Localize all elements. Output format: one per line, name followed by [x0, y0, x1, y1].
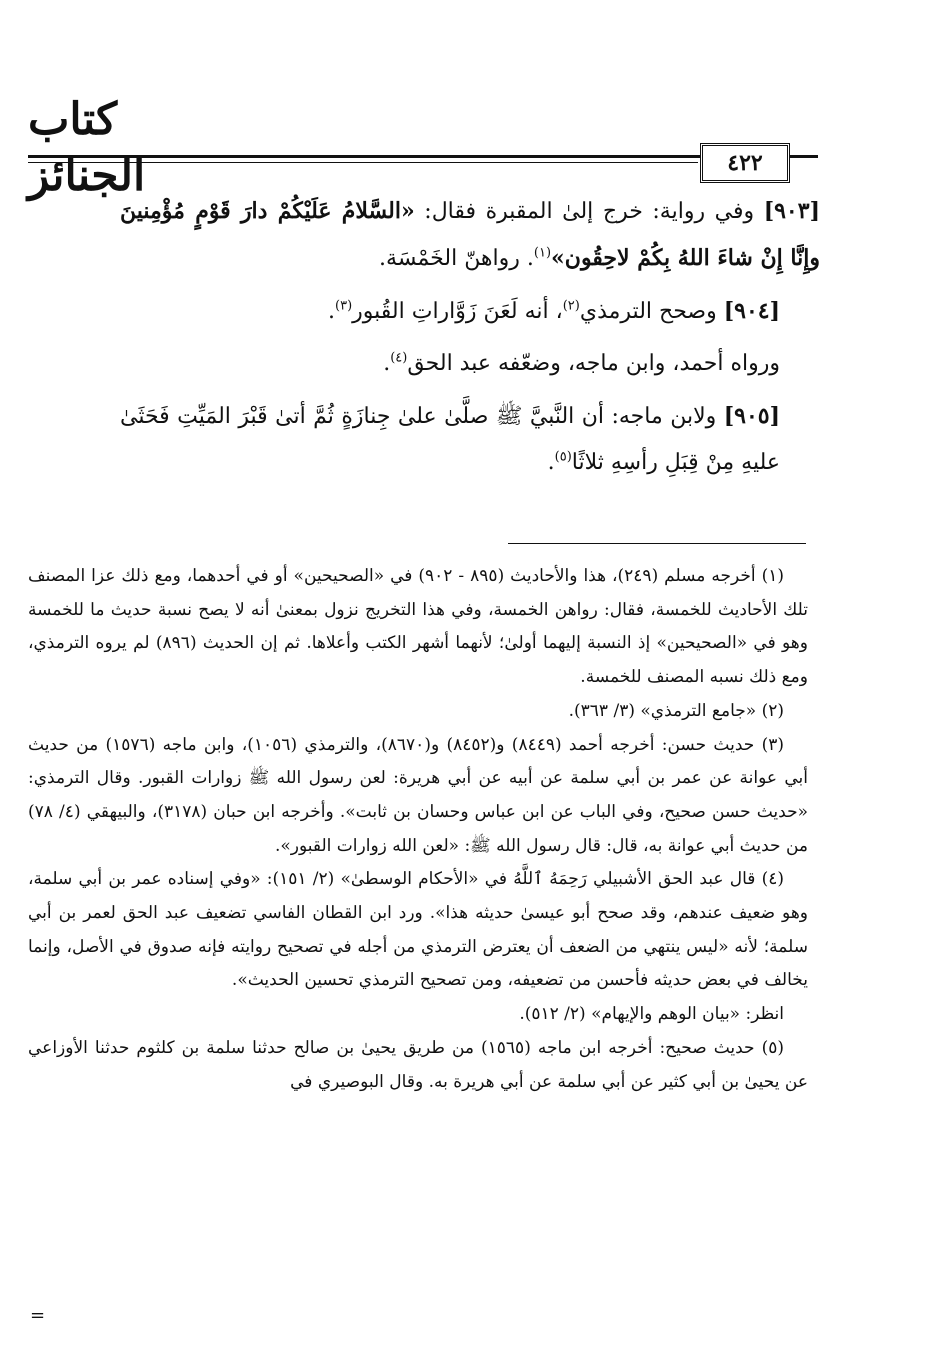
header-rule-thin: [28, 162, 698, 163]
footnote-ref: (٥): [554, 449, 572, 465]
page-number: ٤٢٢: [700, 143, 790, 183]
footnote-ref: (٢): [562, 298, 580, 314]
hadith-904: [120, 288, 820, 335]
hadith-903: [120, 188, 820, 282]
footnote-3: (٣) حديث حسن: أخرجه أحمد (٨٤٤٩) و(٨٤٥٢) و(٨٦٧٠)، والترمذي (١٠٥٦)، وابن ماجه (١٥٧٦) من حديث أبي عوانة عن عمر بن أبي سلمة عن أبيه عن أبي هريرة: لعن رسول الله ﷺ زوارات القبور. وقال الترمذي: «حديث حسن صحيح، وفي الباب عن ابن عباس وحسان بن ثابت». وأخرجه ابن حبان (٣١٧٨)، والبيهقي (٤/ ٧٨) من حديث أبي عوانة به، قال: قال رسول الله ﷺ: «لعن الله زوارات القبور».: [28, 734, 808, 856]
footnote-5: (٥) حديث صحيح: أخرجه ابن ماجه (١٥٦٥) من طريق يحيىٰ بن صالح حدثنا سلمة بن كلثوم حدثنا الأوزاعي عن يحيىٰ بن أبي كثير عن أبي سلمة عن أبي هريرة به. وقال البوصيري في: [28, 1037, 808, 1092]
footnote-4-reference: انظر: «بيان الوهم والإيهام» (٢/ ٥١٢).: [519, 1004, 784, 1025]
hadith-text: وفي رواية: خرج إلىٰ المقبرة فقال:: [414, 199, 764, 224]
footnote-4: (٤) قال عبد الحق الأشبيلي رَحِمَهُ ٱللَّهُ في «الأحكام الوسطىٰ» (٢/ ١٥١): «وفي إسناده عمر بن أبي سلمة، وهو ضعيف عندهم، وقد صحح أبو عيسىٰ حديثه هذا». ورد ابن القطان الفاسي تضعيف عبد الحق لعمر بن أبي سلمة؛ لأنه «ليس ينتهي من الضعف أن يعترض الترمذي من أجله في تصحيح روايته فإنه صدوق في الأصل، وإنما يخالف في بعض حديثه فأحسن من تضعيفه، ومن تصحيح الترمذي تحسين الحديث».: [28, 869, 808, 991]
hadith-number: [٩٠٥]: [723, 403, 780, 429]
page-header: [28, 92, 818, 201]
hadith-text: .: [383, 351, 391, 376]
footnote-1: (١) أخرجه مسلم (٢٤٩)، هذا والأحاديث (٨٩٥ - ٩٠٢) في «الصحيحين» أو في أحدهما، ومع ذلك عزا المصنف تلك الأحاديث للخمسة، فقال: رواهن الخمسة، وفي هذا التخريج نزول بمعنىٰ أنه لا يصح نسبة حديث ما للخمسة وهو في «الصحيحين» إذ النسبة إليهما أولىٰ؛ لأنهما أشهر الكتب وأعلاها. ثم إن الحديث (٨٩٦) لم يروه الترمذي، ومع ذلك نسبه المصنف للخمسة.: [28, 566, 808, 688]
footnote-ref: (٣): [335, 298, 353, 314]
footnote-ref: (١): [533, 245, 552, 261]
footnote-2: (٢) «جامع الترمذي» (٣/ ٣٦٣).: [568, 700, 784, 721]
hadith-text: .: [328, 299, 336, 324]
hadith-number: [٩٠٤]: [723, 298, 780, 324]
hadith-text: ، أنه لَعَنَ زَوَّاراتِ القُبور: [352, 299, 563, 324]
hadith-905: [120, 393, 820, 486]
footnote-ref: (٤): [390, 350, 408, 366]
hadith-text: .: [547, 450, 555, 475]
book-title: كتاب الجنائز: [28, 94, 146, 201]
hadith-904-continuation: [120, 341, 820, 387]
hadith-quote: «السَّلامُ عَلَيْكُمْ دارَ قَوْمٍ مُؤْمِنينَ وإِنَّا إِنْ شاءَ اللهُ بِكُمْ لاحِقُون»: [120, 198, 820, 271]
hadith-text: . رواهنّ الخَمْسَة.: [379, 246, 534, 271]
hadith-number: [٩٠٣]: [763, 198, 820, 224]
main-text: [120, 188, 820, 492]
hadith-text: وصحح الترمذي: [579, 299, 724, 324]
footnote-separator: [508, 543, 806, 544]
footnotes: [28, 560, 808, 1099]
continuation-mark: =: [30, 1305, 46, 1326]
hadith-text: ورواه أحمد، وابن ماجه، وضعّفه عبد الحق: [407, 351, 780, 376]
hadith-text: ولابن ماجه: أن النَّبيَّ ﷺ صلَّىٰ علىٰ جِنازَةٍ ثُمَّ أتىٰ قَبْرَ المَيِّتِ فَحَثَىٰ عليهِ مِنْ قِبَلِ رأسِهِ ثلاثًا: [120, 404, 780, 475]
